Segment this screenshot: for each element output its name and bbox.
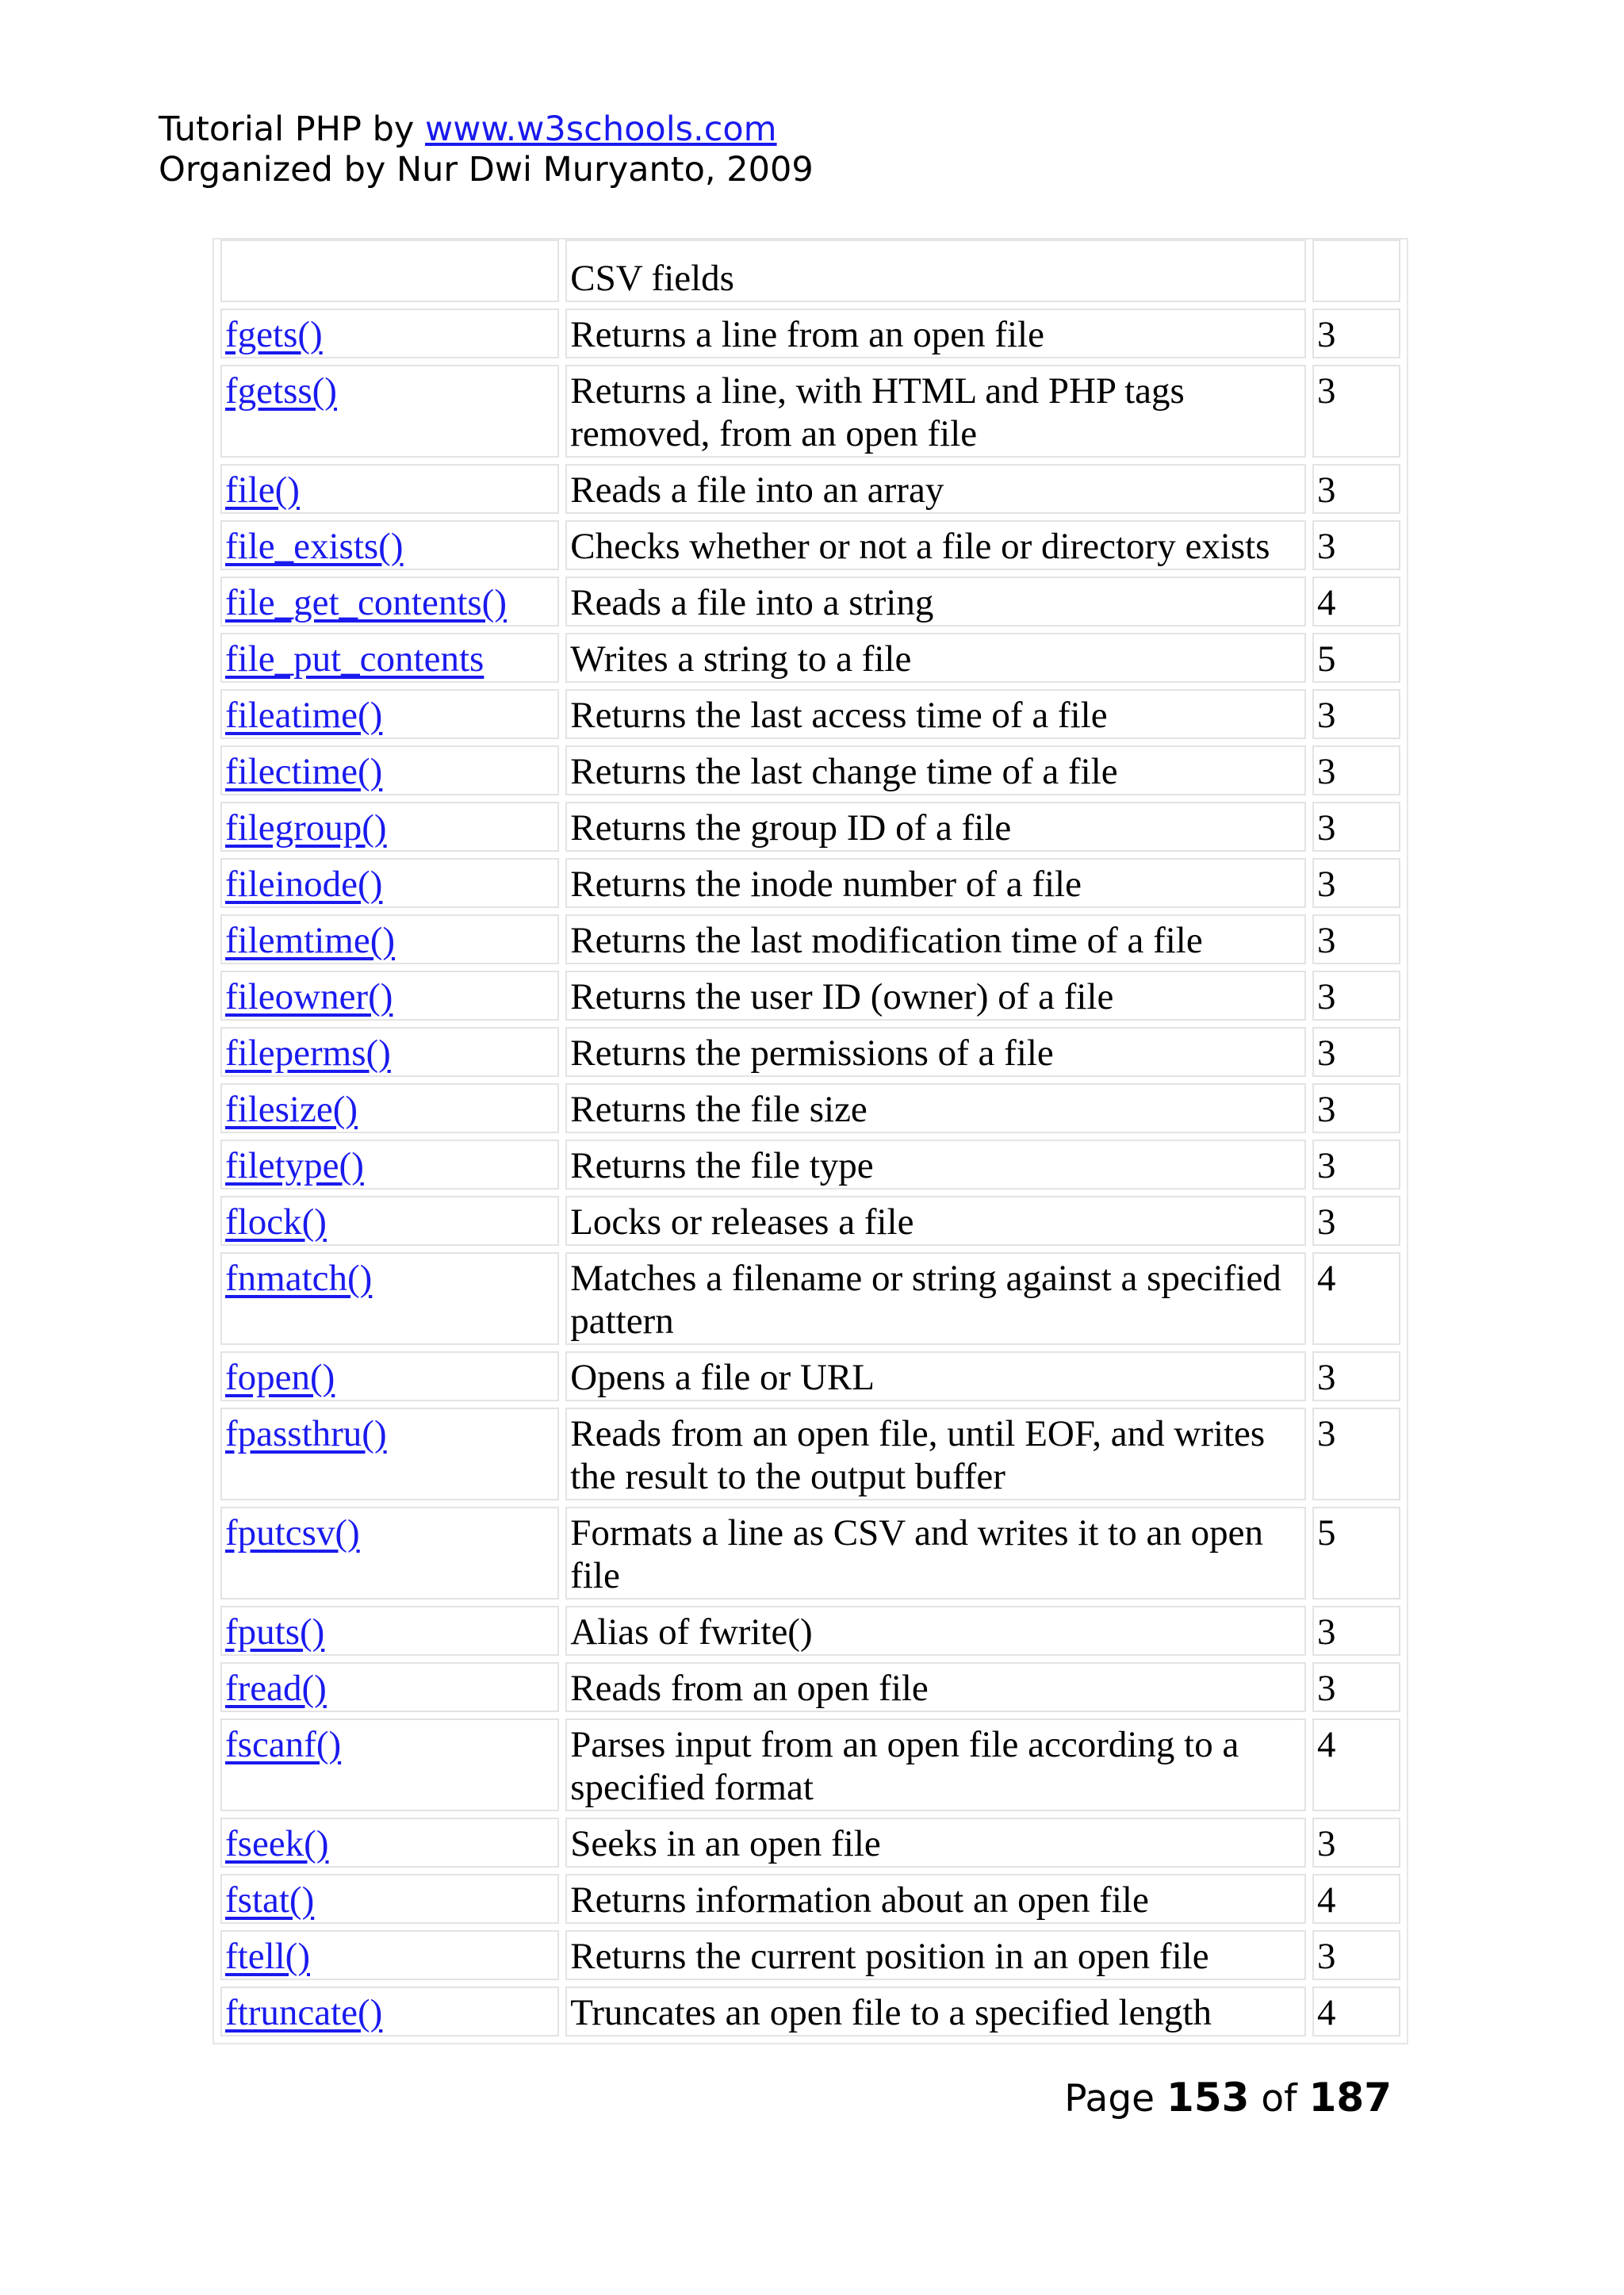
- version-cell: 3: [1312, 365, 1400, 458]
- total-pages: 187: [1308, 2075, 1392, 2121]
- function-link[interactable]: filesize(): [225, 1089, 358, 1130]
- function-cell: [220, 858, 559, 908]
- function-cell: [220, 1718, 559, 1811]
- table-row: [220, 1196, 1400, 1246]
- table-row: [220, 914, 1400, 964]
- table-row: [220, 1606, 1400, 1656]
- function-link[interactable]: filectime(): [225, 751, 383, 792]
- description-cell: Checks whether or not a file or directory exists: [565, 520, 1306, 570]
- table-row: [220, 858, 1400, 908]
- function-cell: [220, 1252, 559, 1345]
- table-row: [220, 689, 1400, 739]
- table-row: [220, 1930, 1400, 1980]
- table-row: [220, 1140, 1400, 1190]
- function-link[interactable]: fnmatch(): [225, 1258, 373, 1299]
- function-cell: [220, 633, 559, 683]
- function-link[interactable]: fputs(): [225, 1611, 325, 1653]
- function-cell: [220, 520, 559, 570]
- function-cell: [220, 1818, 559, 1868]
- function-link[interactable]: fgets(): [225, 314, 323, 355]
- function-cell: [220, 689, 559, 739]
- description-cell: Returns the permissions of a file: [565, 1027, 1306, 1077]
- table-row: [220, 365, 1400, 458]
- version-cell: 3: [1312, 1351, 1400, 1401]
- function-link[interactable]: fileatime(): [225, 695, 383, 736]
- function-link[interactable]: filegroup(): [225, 807, 387, 849]
- description-cell: Reads a file into a string: [565, 577, 1306, 626]
- description-cell: Returns a line from an open file: [565, 308, 1306, 358]
- header-line-2: Organized by Nur Dwi Muryanto, 2009: [159, 150, 814, 190]
- function-cell: [220, 464, 559, 514]
- function-link[interactable]: ftell(): [225, 1936, 310, 1977]
- description-cell: Matches a filename or string against a specified pattern: [565, 1252, 1306, 1345]
- function-link[interactable]: flock(): [225, 1201, 327, 1243]
- version-cell: 3: [1312, 1818, 1400, 1868]
- table-row: [220, 1987, 1400, 2036]
- table-row: [220, 1351, 1400, 1401]
- description-cell: Returns the user ID (owner) of a file: [565, 971, 1306, 1021]
- description-cell: Returns the last modification time of a file: [565, 914, 1306, 964]
- function-cell: [220, 971, 559, 1021]
- function-link[interactable]: fstat(): [225, 1879, 315, 1921]
- description-cell: Parses input from an open file according to a specified format: [565, 1718, 1306, 1811]
- function-link[interactable]: file_exists(): [225, 526, 404, 567]
- header-prefix: Tutorial PHP by: [159, 109, 426, 149]
- description-cell: Returns the file type: [565, 1140, 1306, 1190]
- function-cell: [220, 1408, 559, 1500]
- function-link[interactable]: fpassthru(): [225, 1413, 387, 1454]
- version-cell: 5: [1312, 633, 1400, 683]
- version-cell: 4: [1312, 1252, 1400, 1345]
- function-link[interactable]: fileperms(): [225, 1033, 391, 1074]
- table-row: [220, 1718, 1400, 1811]
- version-cell: 3: [1312, 914, 1400, 964]
- description-cell: Seeks in an open file: [565, 1818, 1306, 1868]
- function-link[interactable]: fopen(): [225, 1357, 335, 1398]
- table-row: [220, 1027, 1400, 1077]
- table-row: [220, 1874, 1400, 1924]
- function-cell: [220, 1027, 559, 1077]
- description-cell: Formats a line as CSV and writes it to an open file: [565, 1507, 1306, 1600]
- version-cell: 3: [1312, 1408, 1400, 1500]
- description-cell: Returns the inode number of a file: [565, 858, 1306, 908]
- function-cell: [220, 308, 559, 358]
- table-row: [220, 1662, 1400, 1712]
- function-link[interactable]: fputcsv(): [225, 1512, 360, 1554]
- version-cell: 4: [1312, 577, 1400, 626]
- version-cell: 3: [1312, 689, 1400, 739]
- version-cell: 3: [1312, 858, 1400, 908]
- version-cell: 3: [1312, 1606, 1400, 1656]
- function-cell: [220, 365, 559, 458]
- page-footer: [1064, 2075, 1392, 2121]
- function-cell: [220, 1140, 559, 1190]
- function-cell: [220, 1351, 559, 1401]
- description-cell: Returns the file size: [565, 1083, 1306, 1133]
- description-cell: Reads from an open file, until EOF, and writes the result to the output buffer: [565, 1408, 1306, 1500]
- description-cell: Returns a line, with HTML and PHP tags removed, from an open file: [565, 365, 1306, 458]
- function-table: [214, 233, 1407, 2043]
- function-link[interactable]: filetype(): [225, 1145, 364, 1186]
- table-row: [220, 971, 1400, 1021]
- description-cell: Returns the current position in an open file: [565, 1930, 1306, 1980]
- version-cell: 4: [1312, 1718, 1400, 1811]
- function-link[interactable]: file_get_contents(): [225, 582, 507, 623]
- table-row: [220, 308, 1400, 358]
- function-cell: [220, 1987, 559, 2036]
- description-cell: Returns the group ID of a file: [565, 802, 1306, 852]
- description-cell: Writes a string to a file: [565, 633, 1306, 683]
- function-link[interactable]: ftruncate(): [225, 1992, 383, 2033]
- version-cell: 3: [1312, 1196, 1400, 1246]
- of-word: of: [1261, 2077, 1297, 2121]
- function-cell: [220, 577, 559, 626]
- table-row: [220, 802, 1400, 852]
- version-cell: 4: [1312, 1987, 1400, 2036]
- version-cell: 3: [1312, 1662, 1400, 1712]
- version-cell: 3: [1312, 520, 1400, 570]
- function-cell: [220, 914, 559, 964]
- function-cell: [220, 1874, 559, 1924]
- table-row: [220, 745, 1400, 795]
- version-cell: 3: [1312, 464, 1400, 514]
- table-row: [220, 1252, 1400, 1345]
- description-cell: Opens a file or URL: [565, 1351, 1306, 1401]
- version-cell: 3: [1312, 971, 1400, 1021]
- function-link[interactable]: filemtime(): [225, 920, 396, 961]
- page-word: Page: [1064, 2077, 1155, 2121]
- table-row: [220, 1083, 1400, 1133]
- table-row: [220, 633, 1400, 683]
- description-cell: Returns the last change time of a file: [565, 745, 1306, 795]
- page-header: [159, 109, 814, 190]
- description-cell: Locks or releases a file: [565, 1196, 1306, 1246]
- version-cell: 3: [1312, 308, 1400, 358]
- function-cell: [220, 1662, 559, 1712]
- table-row: [220, 464, 1400, 514]
- version-cell: 3: [1312, 1140, 1400, 1190]
- function-cell: [220, 1606, 559, 1656]
- version-cell: 3: [1312, 1027, 1400, 1077]
- function-link[interactable]: file_put_contents: [225, 638, 485, 680]
- table-row: [220, 1818, 1400, 1868]
- description-cell: CSV fields: [565, 239, 1306, 302]
- version-cell: 3: [1312, 1930, 1400, 1980]
- version-cell: 3: [1312, 802, 1400, 852]
- function-cell-empty: [220, 239, 559, 302]
- description-cell: Alias of fwrite(): [565, 1606, 1306, 1656]
- header-line-1: [159, 109, 814, 150]
- function-cell: [220, 1930, 559, 1980]
- function-cell: [220, 745, 559, 795]
- function-link[interactable]: file(): [225, 469, 300, 511]
- table-row: [220, 577, 1400, 626]
- table-row: [220, 1507, 1400, 1600]
- function-link[interactable]: fscanf(): [225, 1724, 342, 1765]
- function-link[interactable]: fileinode(): [225, 864, 383, 905]
- function-link[interactable]: fileowner(): [225, 976, 393, 1017]
- description-cell: Truncates an open file to a specified length: [565, 1987, 1306, 2036]
- version-cell: 4: [1312, 1874, 1400, 1924]
- function-cell: [220, 802, 559, 852]
- function-link[interactable]: fseek(): [225, 1823, 329, 1864]
- description-cell: Returns information about an open file: [565, 1874, 1306, 1924]
- table-row-continued: [220, 239, 1400, 302]
- description-cell: Reads a file into an array: [565, 464, 1306, 514]
- version-cell-empty: [1312, 239, 1400, 302]
- function-link[interactable]: fgetss(): [225, 370, 337, 412]
- description-cell: Returns the last access time of a file: [565, 689, 1306, 739]
- table-row: [220, 1408, 1400, 1500]
- w3schools-link[interactable]: www.w3schools.com: [425, 109, 777, 149]
- version-cell: 3: [1312, 1083, 1400, 1133]
- function-link[interactable]: fread(): [225, 1668, 327, 1709]
- function-cell: [220, 1507, 559, 1600]
- version-cell: 3: [1312, 745, 1400, 795]
- description-cell: Reads from an open file: [565, 1662, 1306, 1712]
- function-cell: [220, 1083, 559, 1133]
- page-number: 153: [1166, 2075, 1250, 2121]
- version-cell: 5: [1312, 1507, 1400, 1600]
- function-table-container: [213, 238, 1408, 2044]
- function-cell: [220, 1196, 559, 1246]
- table-row: [220, 520, 1400, 570]
